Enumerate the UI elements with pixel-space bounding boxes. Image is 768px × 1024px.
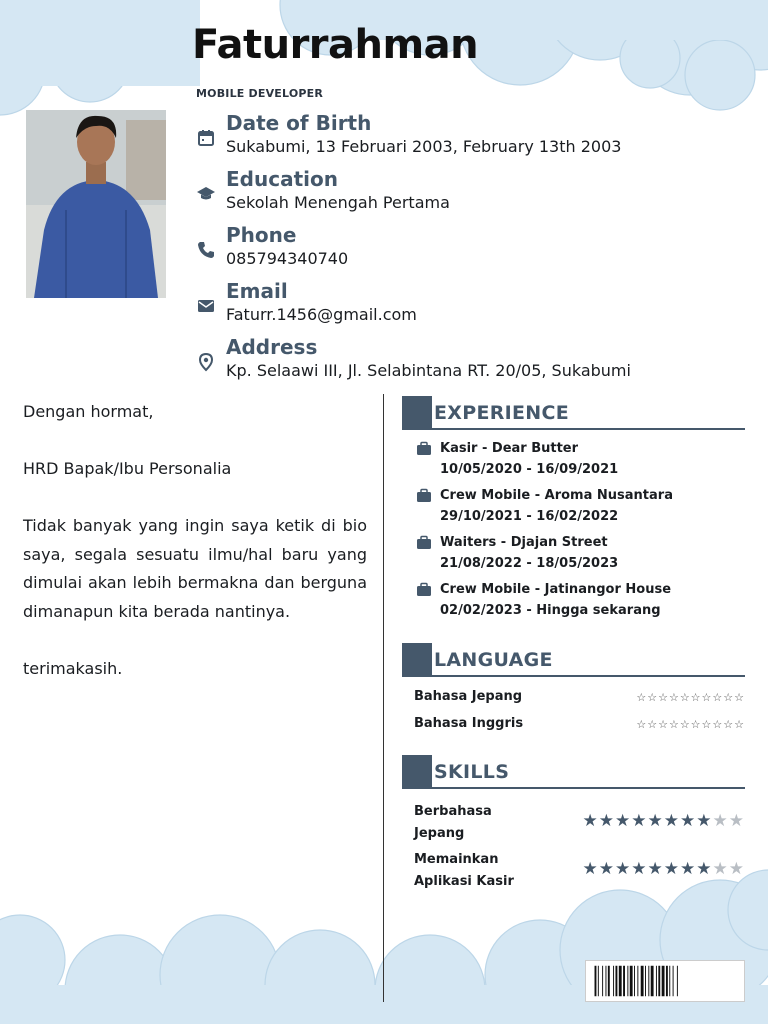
star-filled-icon: ★ [680, 859, 697, 879]
section-header [402, 755, 745, 789]
experience-title: Crew Mobile - Aroma Nusantara [440, 488, 673, 503]
star-filled-icon: ★ [680, 811, 697, 831]
barcode-bar [598, 966, 599, 996]
language-name: Bahasa Jepang [414, 689, 523, 704]
section-title: EXPERIENCE [434, 402, 570, 424]
barcode-bar [634, 966, 635, 996]
email-icon [196, 296, 216, 316]
barcode-bar [623, 966, 625, 996]
section-title: LANGUAGE [434, 649, 553, 671]
star-filled-icon: ★ [647, 859, 664, 879]
section-header-block [402, 755, 432, 789]
barcode-bar [605, 966, 606, 996]
skill-name: Memainkan Aplikasi Kasir [414, 852, 514, 889]
column-divider [383, 394, 384, 1002]
barcode-bar [673, 966, 674, 996]
skill-rating-stars [583, 859, 746, 879]
skill-item [402, 801, 745, 849]
barcode-bar [656, 966, 657, 996]
barcode-bar [641, 966, 644, 996]
calendar-icon [196, 128, 216, 148]
barcode-bar [615, 966, 617, 996]
graduation-cap-icon [196, 184, 216, 204]
star-empty-icon: ★ [712, 811, 729, 831]
language-list [402, 687, 745, 741]
barcode-bar [677, 966, 678, 996]
star-filled-icon: ★ [598, 811, 615, 831]
barcode-bar [613, 966, 614, 996]
skill-rating-stars [583, 811, 746, 831]
star-filled-icon: ★ [582, 859, 599, 879]
section-header [402, 643, 745, 677]
experience-item [402, 438, 745, 485]
letter-greeting: Dengan hormat, [23, 402, 154, 421]
barcode-bar [669, 966, 670, 996]
star-empty-icon: ★ [728, 811, 745, 831]
section-header-block [402, 396, 432, 430]
info-email [196, 278, 756, 334]
info-label: Email [226, 279, 288, 303]
barcode [585, 960, 745, 1002]
language-rating-stars: ☆☆☆☆☆☆☆☆☆☆ [636, 718, 745, 731]
phone-icon [196, 240, 216, 260]
section-title: SKILLS [434, 761, 510, 783]
experience-item [402, 485, 745, 532]
star-filled-icon: ★ [582, 811, 599, 831]
language-name: Bahasa Inggris [414, 716, 524, 731]
barcode-bar [608, 966, 610, 996]
language-section [402, 643, 745, 741]
info-phone [196, 222, 756, 278]
star-filled-icon: ★ [598, 859, 615, 879]
language-item [402, 714, 745, 741]
briefcase-icon [416, 582, 432, 598]
skills-section [402, 755, 745, 897]
star-filled-icon: ★ [663, 811, 680, 831]
star-filled-icon: ★ [631, 859, 648, 879]
personal-info [196, 110, 756, 390]
info-address [196, 334, 756, 390]
experience-list [402, 438, 745, 626]
briefcase-icon [416, 488, 432, 504]
experience-date: 21/08/2022 - 18/05/2023 [440, 556, 619, 571]
experience-item [402, 532, 745, 579]
star-filled-icon: ★ [615, 811, 632, 831]
star-empty-icon: ★ [728, 859, 745, 879]
barcode-bar [627, 966, 628, 996]
barcode-bar [619, 966, 622, 996]
barcode-bar [651, 966, 654, 996]
info-value: Sekolah Menengah Pertama [226, 193, 450, 212]
briefcase-icon [416, 535, 432, 551]
info-value: 085794340740 [226, 249, 349, 268]
info-value: Kp. Selaawi III, Jl. Selabintana RT. 20/05, Sukabumi [226, 361, 631, 380]
letter-body: Tidak banyak yang ingin saya ketik di bio saya, segala sesuatu ilmu/hal baru yang dimulai akan lebih bermakna dan berguna dimanapun kita berada nantinya. [23, 516, 367, 621]
experience-title: Kasir - Dear Butter [440, 441, 579, 456]
experience-date: 29/10/2021 - 16/02/2022 [440, 509, 619, 524]
experience-date: 10/05/2020 - 16/09/2021 [440, 462, 619, 477]
barcode-bar [637, 966, 638, 996]
barcode-bar [595, 966, 597, 996]
experience-item [402, 579, 745, 626]
resume-name: Faturrahman [192, 22, 479, 68]
barcode-bar [658, 966, 660, 996]
info-label: Address [226, 335, 318, 359]
person-photo-illustration [26, 110, 166, 298]
cover-letter [23, 398, 367, 712]
section-header-block [402, 643, 432, 677]
star-filled-icon: ★ [615, 859, 632, 879]
info-value: Sukabumi, 13 Februari 2003, February 13th 2003 [226, 137, 622, 156]
info-value: Faturr.1456@gmail.com [226, 305, 417, 324]
experience-title: Crew Mobile - Jatinangor House [440, 582, 672, 597]
star-empty-icon: ★ [712, 859, 729, 879]
info-label: Phone [226, 223, 297, 247]
info-education [196, 166, 756, 222]
experience-section [402, 396, 745, 626]
letter-recipient: HRD Bapak/Ibu Personalia [23, 459, 232, 478]
experience-date: 02/02/2023 - Hingga sekarang [440, 603, 661, 618]
star-filled-icon: ★ [696, 811, 713, 831]
star-filled-icon: ★ [696, 859, 713, 879]
star-filled-icon: ★ [631, 811, 648, 831]
briefcase-icon [416, 441, 432, 457]
letter-closing: terimakasih. [23, 658, 123, 678]
language-item [402, 687, 745, 714]
language-rating-stars: ☆☆☆☆☆☆☆☆☆☆ [636, 691, 745, 704]
info-date-of-birth [196, 110, 756, 166]
star-filled-icon: ★ [663, 859, 680, 879]
info-label: Education [226, 167, 338, 191]
barcode-bar [630, 966, 633, 996]
barcode-bar [666, 966, 668, 996]
profile-photo [26, 110, 166, 298]
section-header [402, 396, 745, 430]
info-label: Date of Birth [226, 111, 372, 135]
star-filled-icon: ★ [647, 811, 664, 831]
skill-name: Berbahasa Jepang [414, 804, 492, 841]
skills-list [402, 801, 745, 897]
barcode-bar [602, 966, 603, 996]
job-title: MOBILE DEVELOPER [196, 87, 324, 100]
barcode-bar [645, 966, 646, 996]
barcode-bar [662, 966, 665, 996]
experience-title: Waiters - Djajan Street [440, 535, 608, 550]
barcode-bar [648, 966, 649, 996]
location-pin-icon [196, 352, 216, 372]
skill-item [402, 849, 745, 897]
